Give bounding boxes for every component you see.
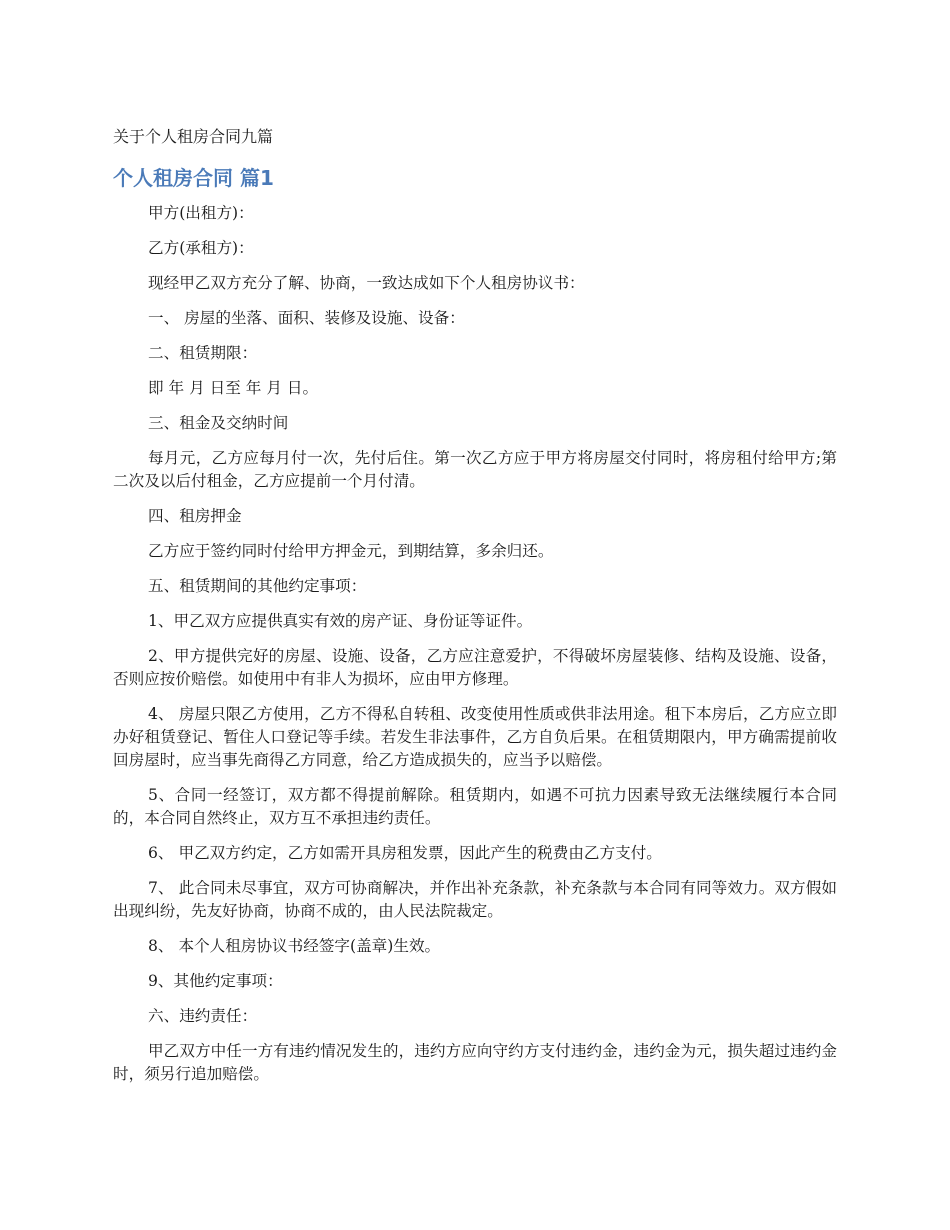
- paragraph: 7、 此合同未尽事宜，双方可协商解决，并作出补充条款，补充条款与本合同有同等效力。双方假如出现纠纷，先友好协商，协商不成的，由人民法院裁定。: [113, 879, 837, 920]
- paragraph: 二、租赁期限：: [148, 344, 258, 362]
- paragraph: 四、租房押金: [148, 507, 242, 525]
- paragraph: 一、 房屋的坐落、面积、装修及设施、设备：: [148, 309, 465, 327]
- paragraph: 乙方应于签约同时付给甲方押金元，到期结算，多余归还。: [148, 542, 554, 560]
- section-heading: 个人租房合同 篇1: [113, 166, 274, 190]
- paragraph: 甲方(出租方)：: [148, 204, 254, 222]
- paragraph: 现经甲乙双方充分了解、协商，一致达成如下个人租房协议书：: [148, 274, 585, 292]
- paragraph: 2、甲方提供完好的房屋、设施、设备，乙方应注意爱护，不得破坏房屋装修、结构及设施、设备，否则应按价赔偿。如使用中有非人为损坏，应由甲方修理。: [113, 647, 837, 688]
- paragraph: 每月元，乙方应每月付一次，先付后住。第一次乙方应于甲方将房屋交付同时，将房租付给甲方;第二次及以后付租金，乙方应提前一个月付清。: [113, 449, 837, 490]
- paragraph: 乙方(承租方)：: [148, 239, 254, 257]
- paragraph: 六、违约责任：: [148, 1007, 258, 1025]
- paragraph: 甲乙双方中任一方有违约情况发生的，违约方应向守约方支付违约金，违约金为元，损失超过违约金时，须另行追加赔偿。: [113, 1042, 837, 1083]
- paragraph: 三、租金及交纳时间: [148, 414, 289, 432]
- paragraph: 五、租赁期间的其他约定事项：: [148, 577, 367, 595]
- paragraph: 8、 本个人租房协议书经签字(盖章)生效。: [148, 937, 441, 955]
- paragraph: 6、 甲乙双方约定，乙方如需开具房租发票，因此产生的税费由乙方支付。: [148, 844, 662, 862]
- paragraph: 4、 房屋只限乙方使用，乙方不得私自转租、改变使用性质或供非法用途。租下本房后，乙方应立即办好租赁登记、暂住人口登记等手续。若发生非法事件，乙方自负后果。在租赁期限内，甲方确需提前收回房屋时，应当事先商得乙方同意，给乙方造成损失的，应当予以赔偿。: [113, 705, 837, 769]
- document-body: [113, 202, 837, 1098]
- paragraph: 即 年 月 日至 年 月 日。: [148, 379, 319, 397]
- paragraph: 5、合同一经签订，双方都不得提前解除。租赁期内，如遇不可抗力因素导致无法继续履行本合同的，本合同自然终止，双方互不承担违约责任。: [113, 786, 837, 827]
- paragraph: 9、其他约定事项：: [148, 972, 283, 990]
- document-title: 关于个人租房合同九篇: [113, 127, 274, 146]
- paragraph: 1、甲乙双方应提供真实有效的房产证、身份证等证件。: [148, 612, 533, 630]
